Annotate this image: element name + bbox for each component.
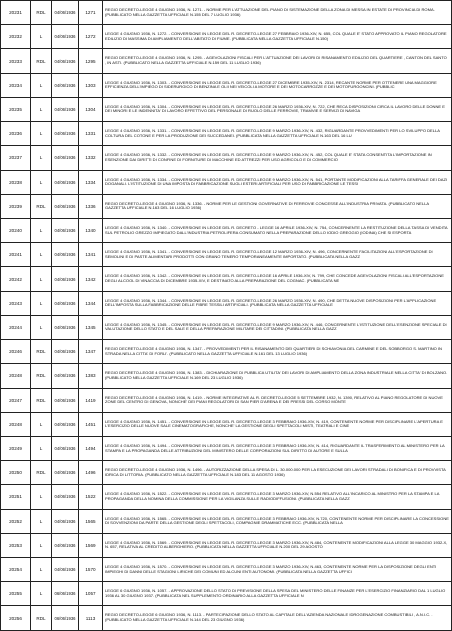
act-type-cell: L: [31, 97, 52, 121]
act-description-cell: LEGGE 6 GIUGNO 1936, N. 1057. - APPROVAZIONE DELLO STATO DI PREVISIONE DELLA SPESA DEL MINISTERO DELLE FINANZE PER L'ESERCIZIO FINANZIARIO DAL 1 LUGLIO 1936 AL 30 GIUGNO 1937. (PUBBLICATA NEL SUPPLEMENTO ORDINARIO ALLA GAZZETTA UFFICIALE N: [103, 582, 452, 606]
act-description-cell: LEGGE 4 GIUGNO 1936, N. 1341. - CONVERSIONE IN LEGGE DEL R. DECRETO-LEGGE 12 MARZO 1936-XIV, N. 496, CONCERNENTE FACILITAZIONI ALL'ESPORTAZIONE DI SEMOLINI E DI PASTE ALIMENTARI PRODOTTI CON GRANO TENERO TEMPORANEAMENTE IMPORTATO. (PUBBLICATA NELLA GAZZ: [103, 243, 452, 267]
table-row: [1, 412, 452, 436]
act-number-cell: 1496: [79, 461, 103, 485]
act-description-cell: LEGGE 4 GIUGNO 1936, N. 1272. - CONVERSIONE IN LEGGE DEL R. DECRETO-LEGGE 27 FEBBRAIO 1936-XIV, N. 655, COL QUALE E' STATO APPROVATO IL PIANO REGOLATORE EDILIZIO DI MASSIMA DI AMPLIAMENTO DELL'ABITATO DI FIUME. (PUBBLICATA NELLA GAZZETTA UFFICIALE N.150): [103, 25, 452, 49]
act-date-cell: 04/06/1936: [52, 25, 79, 49]
act-type-cell: RDL: [31, 461, 52, 485]
act-number-cell: 1340: [79, 218, 103, 242]
act-type-cell: L: [31, 315, 52, 339]
act-date-cell: 04/06/1936: [52, 1, 79, 25]
act-number-cell: 1332: [79, 146, 103, 170]
act-type-cell: RDL: [31, 388, 52, 412]
act-type-cell: L: [31, 291, 52, 315]
row-number-cell: 20244: [1, 315, 31, 339]
act-description-cell: LEGGE 4 GIUGNO 1936, N. 1570. - CONVERSIONE IN LEGGE DEL R. DECRETO-LEGGE 3 MARZO 1936-XIV, N.463, CONTENENTE NORME PER LA DISPOSIZIONE DEGLI ENTI IMPIEGHI DI DANNI DELLE STAGIONI LIRICHE DEI COMUNI ED ALCUNI ENTI AUTONOMI. (PUBBLICATA NELLA GAZZETTA UFFICI: [103, 558, 452, 582]
act-number-cell: 1419: [79, 388, 103, 412]
row-number-cell: 20254: [1, 558, 31, 582]
row-number-cell: 20232: [1, 25, 31, 49]
act-date-cell: 04/06/1936: [52, 388, 79, 412]
act-type-cell: RDL: [31, 340, 52, 364]
act-number-cell: 1342: [79, 267, 103, 291]
row-number-cell: 20251: [1, 485, 31, 509]
act-description-cell: REGIO DECRETO-LEGGE 4 GIUGNO 1936, N. 1271. - NORME PER L'ATTUAZIONE DEL PIANO DI SISTEMAZIONE DELLA ZONA DI MESSA IN ESTATE DI PROVINCIA DI ROMA. (PUBBLICATO NELLA GAZZETTA UFFICIALE N.155 DEL 7 LUGLIO 1936): [103, 1, 452, 25]
act-date-cell: 06/06/1936: [52, 582, 79, 606]
act-type-cell: L: [31, 558, 52, 582]
act-description-cell: LEGGE 4 GIUGNO 1936, N. 1569. - CONVERSIONE IN LEGGE DEL R. DECRETO-LEGGE 3 MARZO 1936-XIV, N.484, CONTENENTE MODIFICAZIONI ALLA LEGGE 30 MAGGIO 1932-X, N. 657, RELATIVA AL CREDITO ALBERGHIERO. (PUBBLICATA NELLA GAZZETTA UFFICIALE N.200 DEL 29 AGOSTO: [103, 533, 452, 557]
act-description-cell: REGIO DECRETO-LEGGE 4 GIUGNO 1936, N. 1496. - AUTORIZZAZIONE DELLA SPESA DI L. 30.000.000 PER LA ESECUZIONE DEI LAVORI STRADALI DI BONIFICA E DI PROVVISTA IDRICA DI LITTORIA. (PUBBLICATO NELLA GAZZETTA UFFICIALE N.183 DEL 11 AGOSTO 1936): [103, 461, 452, 485]
act-description-cell: REGIO DECRETO-LEGGE 4 GIUGNO 1936, N. 1383. - DICHIARAZIONE DI PUBBLICA UTILITA' DEI LAVORI DI AMPLIAMENTO DELLA ZONA INDUSTRIALE NELLA CITTA' DI BOLZANO. (PUBBLICATO NELLA GAZZETTA UFFICIALE N.169 DEL 23 LUGLIO 1936): [103, 364, 452, 388]
act-number-cell: 1565: [79, 509, 103, 533]
row-number-cell: 20253: [1, 533, 31, 557]
row-number-cell: 20252: [1, 509, 31, 533]
act-description-cell: REGIO DECRETO-LEGGE 4 GIUGNO 1936, N. 1336. - NORME PER LE GESTIONI GOVERNATIVE DI FERROVIE CONCESSE ALL'INDUSTRIA PRIVATA. (PUBBLICATO NELLA GAZZETTA UFFICIALE N.163 DEL 16 LUGLIO 1936): [103, 194, 452, 218]
act-date-cell: 04/06/1936: [52, 170, 79, 194]
act-number-cell: 1451: [79, 412, 103, 436]
act-number-cell: 1345: [79, 315, 103, 339]
act-date-cell: 04/06/1936: [52, 509, 79, 533]
row-number-cell: 20249: [1, 436, 31, 460]
act-number-cell: 1304: [79, 97, 103, 121]
table-row: [1, 146, 452, 170]
register-rows: [1, 1, 452, 631]
row-number-cell: 20241: [1, 243, 31, 267]
row-number-cell: 20246: [1, 340, 31, 364]
act-description-cell: LEGGE 4 GIUGNO 1936, N. 1494. - CONVERSIONE IN LEGGE DEL R. DECRETO-LEGGE 3 FEBBRAIO 1936-XIV, N. 414, RIGUARDANTE IL TRASFERIMENTO AL MINISTERO PER LA STAMPA E LA PROPAGANDA DELLE ATTRIBUZIONI DEL MINISTERO DELLE CORPORAZIONI SUL DIRITTO DI AUTORE E SULLA: [103, 436, 452, 460]
act-description-cell: LEGGE 4 GIUGNO 1936, N. 1451. - CONVERSIONE IN LEGGE DEL R. DECRETO-LEGGE 3 FEBBRAIO 1936-XIV, N. 419, CONTENENTE NORME PER DISCIPLINARE L'APERTURA E L'ESERCIZIO DELLE NUOVE SALE CINEMATOGRAFICHE, NONCHE' LA GESTIONE DEGLI SPETTACOLI MISTI, TEATRALI E CINE: [103, 412, 452, 436]
act-type-cell: L: [31, 267, 52, 291]
act-number-cell: 1113: [79, 606, 103, 630]
act-type-cell: RDL: [31, 49, 52, 73]
act-date-cell: 04/06/1936: [52, 291, 79, 315]
act-type-cell: L: [31, 485, 52, 509]
table-row: [1, 388, 452, 412]
act-description-cell: LEGGE 4 GIUGNO 1936, N. 1344. - CONVERSIONE IN LEGGE DEL R. DECRETO-LEGGE 26 MARZO 1936-XIV, N. 490, CHE DETTA NUOVE DISPOSIZIONI PER L'APPLICAZIONE DELL'IMPOSTA SULLA FABBRICAZIONE DELLE FIBRE TESSILI ARTIFICIALI. (PUBBLICATA NELLA GAZZETTA UFFICIALE: [103, 291, 452, 315]
table-row: [1, 291, 452, 315]
act-number-cell: 1569: [79, 533, 103, 557]
table-row: [1, 364, 452, 388]
row-number-cell: 20255: [1, 582, 31, 606]
act-type-cell: L: [31, 582, 52, 606]
act-date-cell: 04/06/1936: [52, 218, 79, 242]
table-row: [1, 606, 452, 630]
act-date-cell: 04/06/1936: [52, 485, 79, 509]
table-row: [1, 485, 452, 509]
act-date-cell: 04/06/1936: [52, 364, 79, 388]
act-date-cell: 04/06/1936: [52, 436, 79, 460]
act-description-cell: LEGGE 4 GIUGNO 1936, N. 1340. - CONVERSIONE IN LEGGE DEL R. DECRETO - LEGGE 16 APRILE 1936-XIV, N. 754, CONCERNENTE LA RESTITUZIONE DELLA TASSA DI VENDITA SUL PETROLIO GREZZO IMPIEGATO DALL'INDUSTRIA PETROLIFERA CONSUMATO NELLA PREPARAZIONE DELLO IODIO GREGGIO (IODINA) CHE SI ESPORTA: [103, 218, 452, 242]
act-description-cell: LEGGE 4 GIUGNO 1936, N. 1522. - CONVERSIONE IN LEGGE DEL R. DECRETO-LEGGE 3 MARZO 1936-XIV, N.554 RELATIVO ALL'INCARICO AL MINISTRO PER LA STAMPA E LA PROPAGANDA DELLA NOMINA DELLA COMMISSIONE PER LA VIGILANZA SULLE RADIODIFFUSIONI. (PUBBLICATA NELLA GAZZ: [103, 485, 452, 509]
act-date-cell: 04/06/1936: [52, 267, 79, 291]
act-number-cell: 1494: [79, 436, 103, 460]
row-number-cell: 20235: [1, 97, 31, 121]
act-number-cell: 1336: [79, 194, 103, 218]
table-row: [1, 97, 452, 121]
table-row: [1, 558, 452, 582]
act-description-cell: REGIO DECRETO-LEGGE 4 GIUGNO 1936, N. 1347. - PROVVEDIMENTI PER IL RISANAMENTO DEI QUARTIERI DI SCHIAVONIA DEL CARMINE E DEL SOBBORGO S. MARTINO IN STRADA NELLA CITTA' DI FORLI'. (PUBBLICATO NELLA GAZZETTA UFFICIALE N.161 DEL 13 LUGLIO 1936): [103, 340, 452, 364]
act-type-cell: L: [31, 412, 52, 436]
act-type-cell: RDL: [31, 364, 52, 388]
table-row: [1, 582, 452, 606]
act-number-cell: 1344: [79, 291, 103, 315]
act-description-cell: LEGGE 4 GIUGNO 1936, N. 1303. - CONVERSIONE IN LEGGE DEL R. DECRETO-LEGGE 27 DICEMBRE 1935-XIV, N. 2314, RECANTE NORME PER OTTENERE UNA MAGGIORE EFFICIENZA DELL'IMPIEGO DI SIDERURGICO DI BENZINA E OLII NEI VEICOLI A MOTORE E DEI MOTOCARROZZE E DEI MOTOFURGONCINI. (PUBBLIC: [103, 73, 452, 97]
act-number-cell: 1295: [79, 49, 103, 73]
act-type-cell: L: [31, 146, 52, 170]
act-date-cell: 04/06/1936: [52, 49, 79, 73]
act-date-cell: 04/06/1936: [52, 73, 79, 97]
act-number-cell: 1331: [79, 122, 103, 146]
act-date-cell: 04/06/1936: [52, 558, 79, 582]
act-date-cell: 04/06/1936: [52, 122, 79, 146]
act-number-cell: 1334: [79, 170, 103, 194]
act-description-cell: LEGGE 4 GIUGNO 1936, N. 1304. - CONVERSIONE IN LEGGE DEL R. DECRETO-LEGGE 26 MARZO 1936-XIV, N. 722, CHE RECA DISPOSIZIONI CIRCA IL LAVORO DELLE DONNE E DEI MINORI E LE INDENNITA' DI LAVORO EFFETTIVO DEL PERSONALE DI RUOLO DELLE FERROVIE, TRAMVIE E SERVIZI DI NAVIGA: [103, 97, 452, 121]
act-type-cell: L: [31, 509, 52, 533]
act-description-cell: LEGGE 4 GIUGNO 1936, N. 1345. - CONVERSIONE IN LEGGE DEL R. DECRETO-LEGGE 9 MARZO 1936-XIV, N. 446, CONCERNENTE L'ISTITUZIONE DELL'ESENZIONE SPECIALE DI VALUTAZIONE DELLO STATO E DEL SALE E DELLA PREPARAZIONE MILITARE DEI CITTADINI. (PUBBLICATA NELLA GAZZ: [103, 315, 452, 339]
row-number-cell: 20243: [1, 291, 31, 315]
act-number-cell: 1570: [79, 558, 103, 582]
act-description-cell: REGIO DECRETO-LEGGE 4 GIUGNO 1936, N. 1419. - NORME INTEGRATIVE AL R. DECRETO-LEGGE 5 SETTEMBRE 1932, N. 1390, RELATIVO AL PIANO REGOLATORE DI NUOVE ZONE DEL CENTRO DI GENOVA, NONCHE' DEI PIANI REGOLATORI DI SAN PIER D'ARENA E DEI PRESSI DEL CORSO MONTE: [103, 388, 452, 412]
act-description-cell: LEGGE 4 GIUGNO 1936, N. 1332. - CONVERSIONE IN LEGGE DEL R. DECRETO-LEGGE 9 MARZO 1936-XIV, N. 452, COL QUALE E' STATA CONSENTITA L'IMPORTAZIONE IN ESENZIONE DAI DIRITTI DI CONFINE DI FORNITURE DI MACCHINE ED ATTREZZI PER USO AGRICOLO E DI COMMERCIO: [103, 146, 452, 170]
table-row: [1, 533, 452, 557]
act-number-cell: 1271: [79, 1, 103, 25]
row-number-cell: 20231: [1, 1, 31, 25]
table-row: [1, 509, 452, 533]
table-row: [1, 170, 452, 194]
table-row: [1, 25, 452, 49]
row-number-cell: 20256: [1, 606, 31, 630]
act-description-cell: REGIO DECRETO-LEGGE 4 GIUGNO 1936, N. 1295. - AGEVOLAZIONI FISCALI PER L'ATTUAZIONE DEI LAVORI DI RISANAMENTO EDILIZIO DEL QUARTIERE , CANTON DEL SANTO , IN ASTI. (PUBBLICATO NELLA GAZZETTA UFFICIALE N.159 DEL 11 LUGLIO 1936): [103, 49, 452, 73]
act-description-cell: LEGGE 4 GIUGNO 1936, N. 1342. - CONVERSIONE IN LEGGE DEL R. DECRETO-LEGGE 16 APRILE 1936-XIV, N. 799, CHE CONCEDE AGEVOLAZIONI FISCALI ALL'ESPORTAZIONE DEGLI ALCOOL DI VINACCIA DI DICEMBRE 1935-XIV, E DESTINATO ALLA PREPARAZIONE DEL COGNAC. (PUBBLICATA NE: [103, 267, 452, 291]
act-date-cell: 04/06/1936: [52, 533, 79, 557]
row-number-cell: 20242: [1, 267, 31, 291]
table-row: [1, 49, 452, 73]
act-type-cell: L: [31, 170, 52, 194]
table-row: [1, 218, 452, 242]
table-row: [1, 1, 452, 25]
table-row: [1, 340, 452, 364]
act-date-cell: 04/06/1936: [52, 97, 79, 121]
row-number-cell: 20248: [1, 364, 31, 388]
act-number-cell: 1303: [79, 73, 103, 97]
row-number-cell: 20237: [1, 146, 31, 170]
act-number-cell: 1347: [79, 340, 103, 364]
act-number-cell: 1522: [79, 485, 103, 509]
act-date-cell: 04/06/1936: [52, 194, 79, 218]
act-date-cell: 04/06/1936: [52, 315, 79, 339]
row-number-cell: 20238: [1, 170, 31, 194]
row-number-cell: 20247: [1, 388, 31, 412]
act-description-cell: REGIO DECRETO-LEGGE 6 GIUGNO 1936, N. 1113. - PARTECIPAZIONE DELLO STATO AL CAPITALE DELL'AZIENDA NAZIONALE IDROGENAZIONE COMBUSTIBILI , A.N.I.C. . (PUBBLICATO NELLA GAZZETTA UFFICIALE N.144 DEL 23 GIUGNO 1936): [103, 606, 452, 630]
act-description-cell: LEGGE 4 GIUGNO 1936, N. 1331. - CONVERSIONE IN LEGGE DEL R. DECRETO-LEGGE 9 MARZO 1936-XIV, N. 432, RIGUARDANTE PROVVEDIMENTI PER LO SVILUPPO DELLA COLTURA DEL COTONE E PER LA PRODUZIONE DEI SUCCEDANEI. (PUBBLICATA NELLA GAZZETTA UFFICIALE N.163 DEL 16 LU: [103, 122, 452, 146]
act-description-cell: LEGGE 4 GIUGNO 1936, N. 1565. - CONVERSIONE IN LEGGE DEL R. DECRETO-LEGGE 3 FEBBRAIO 1936-XIV, N.720, CONTENENTE NORME PER DISCIPLINARE LA CONCESSIONE DI SOVVENZIONI DA PARTE DELLA GESTIONE DEGLI SPETTACOLI, COMPAGNIE DRAMMATICHE ECC. (PUBBLICATA NELLA: [103, 509, 452, 533]
table-row: [1, 267, 452, 291]
row-number-cell: 20248: [1, 412, 31, 436]
act-type-cell: L: [31, 25, 52, 49]
table-row: [1, 315, 452, 339]
row-number-cell: 20239: [1, 194, 31, 218]
table-row: [1, 461, 452, 485]
act-type-cell: L: [31, 73, 52, 97]
table-row: [1, 122, 452, 146]
act-type-cell: L: [31, 533, 52, 557]
act-date-cell: 04/06/1936: [52, 412, 79, 436]
act-type-cell: L: [31, 122, 52, 146]
act-type-cell: L: [31, 243, 52, 267]
act-type-cell: L: [31, 218, 52, 242]
act-number-cell: 1057: [79, 582, 103, 606]
row-number-cell: 20250: [1, 461, 31, 485]
act-date-cell: 04/06/1936: [52, 461, 79, 485]
table-row: [1, 194, 452, 218]
act-number-cell: 1383: [79, 364, 103, 388]
row-number-cell: 20236: [1, 122, 31, 146]
act-date-cell: 04/06/1936: [52, 243, 79, 267]
table-row: [1, 73, 452, 97]
act-date-cell: 06/06/1936: [52, 606, 79, 630]
act-type-cell: L: [31, 436, 52, 460]
act-description-cell: LEGGE 4 GIUGNO 1936, N. 1334. - CONVERSIONE IN LEGGE DEL R. DECRETO-LEGGE 9 MARZO 1936-XIV, N. 541, PORTANTE MODIFICAZIONI ALLA TARIFFA GENERALE DEI DAZI DOGANALI. L'ISTITUZIONE DI UNA IMPOSTA DI FABBRICAZIONE SUGLI ESTERI ARTIFICIALI PER USO DI FABBRICAZIONE LE TESSI: [103, 170, 452, 194]
table-row: [1, 243, 452, 267]
row-number-cell: 20233: [1, 49, 31, 73]
table-row: [1, 436, 452, 460]
act-number-cell: 1341: [79, 243, 103, 267]
act-date-cell: 04/06/1936: [52, 146, 79, 170]
row-number-cell: 20240: [1, 218, 31, 242]
act-type-cell: RDL: [31, 194, 52, 218]
act-type-cell: RDL: [31, 606, 52, 630]
act-date-cell: 04/06/1936: [52, 340, 79, 364]
row-number-cell: 20234: [1, 73, 31, 97]
act-number-cell: 1272: [79, 25, 103, 49]
act-type-cell: RDL: [31, 1, 52, 25]
